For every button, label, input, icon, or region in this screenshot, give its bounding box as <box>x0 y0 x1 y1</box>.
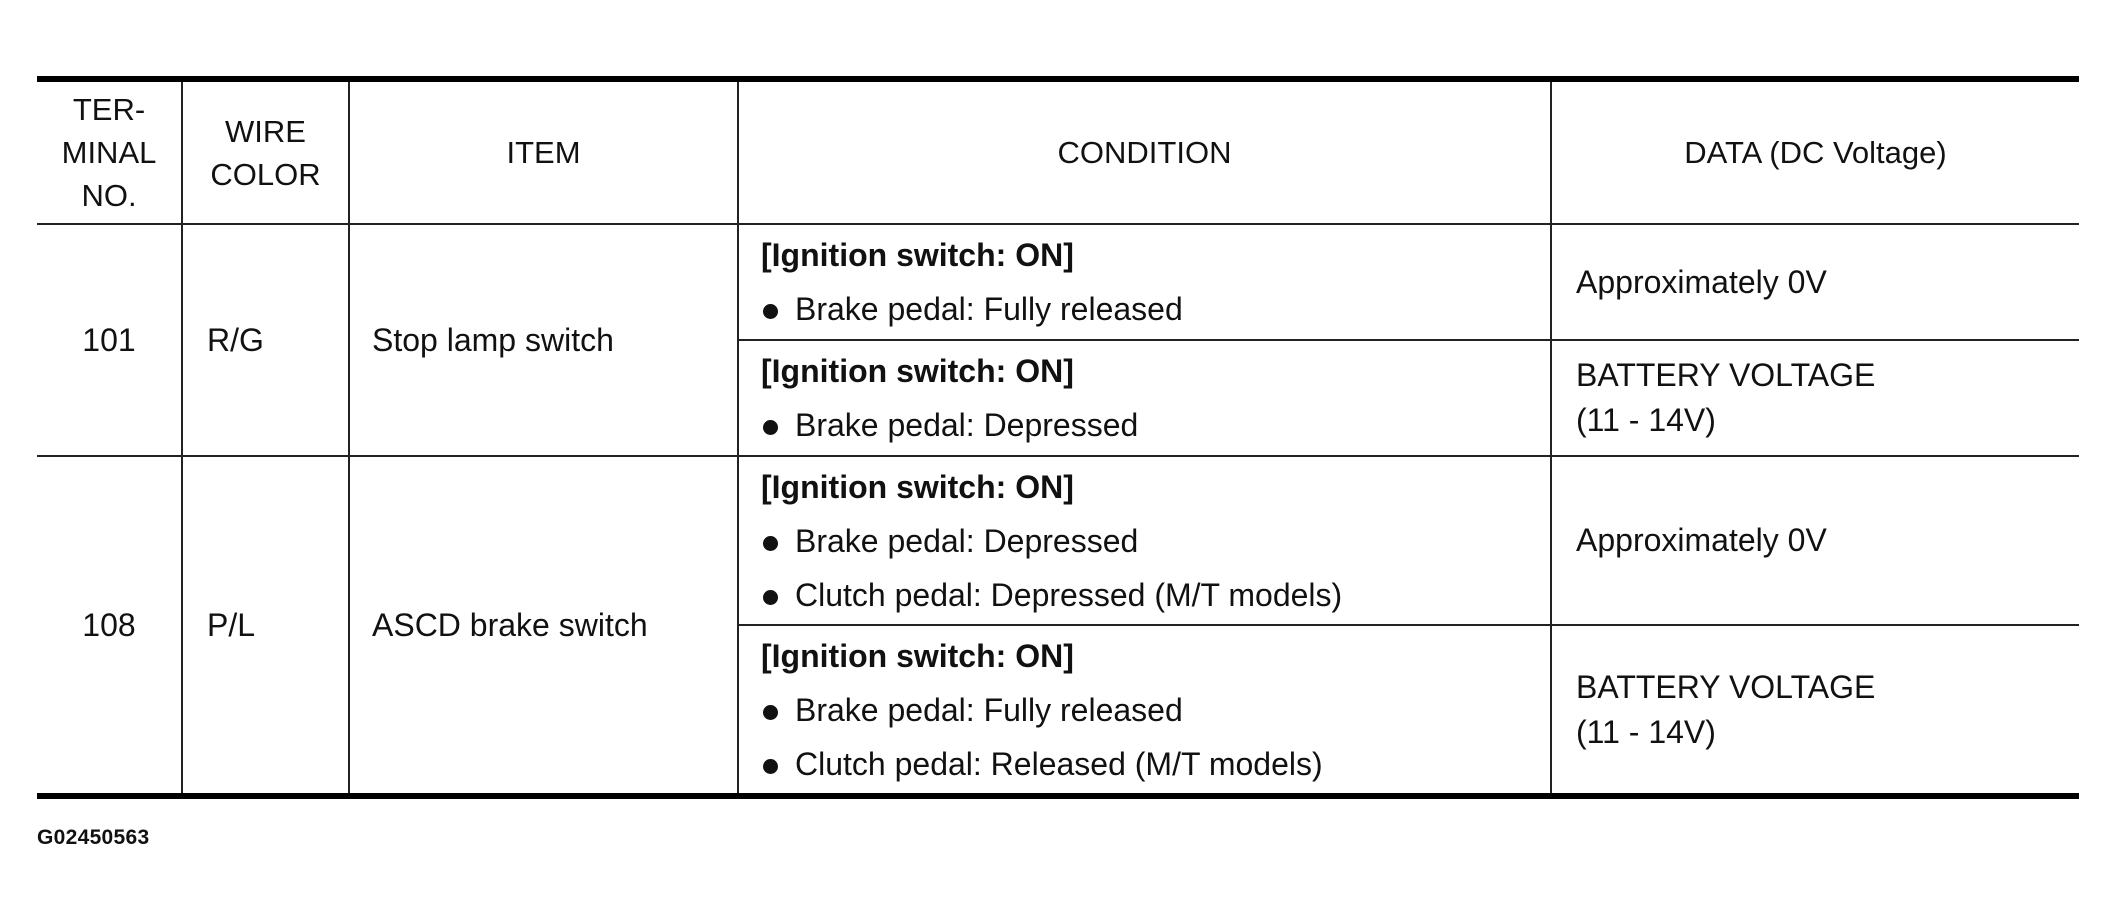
condition-bullet <box>761 398 1550 452</box>
header-terminal-no: TER- MINAL NO. <box>37 79 182 224</box>
condition-text: Brake pedal: Fully released <box>795 291 1183 327</box>
condition-cell <box>738 456 1551 625</box>
bullet-icon <box>763 536 778 551</box>
condition-bullet <box>761 282 1550 336</box>
bullet-icon <box>763 759 778 774</box>
condition-cell <box>738 625 1551 796</box>
condition-cell <box>738 224 1551 340</box>
condition-cell <box>738 340 1551 456</box>
table-row <box>37 224 2079 340</box>
header-data: DATA (DC Voltage) <box>1551 79 2079 224</box>
voltage-value: Approximately 0V <box>1551 456 2079 625</box>
condition-text: Clutch pedal: Depressed (M/T models) <box>795 576 1343 613</box>
header-row <box>37 79 2079 224</box>
condition-text: Clutch pedal: Released (M/T models) <box>795 745 1323 782</box>
header-item: ITEM <box>349 79 738 224</box>
terminal-data-table <box>37 76 2079 799</box>
condition-heading: [Ignition switch: ON] <box>761 637 1074 674</box>
bullet-icon <box>763 420 778 435</box>
condition-heading: [Ignition switch: ON] <box>761 237 1074 273</box>
terminal-number: 101 <box>37 224 182 456</box>
condition-text: Brake pedal: Depressed <box>795 407 1139 443</box>
condition-text: Brake pedal: Depressed <box>795 522 1139 559</box>
item-name: ASCD brake switch <box>349 456 738 796</box>
bullet-icon <box>763 304 778 319</box>
voltage-value: BATTERY VOLTAGE (11 - 14V) <box>1551 340 2079 456</box>
condition-bullet <box>761 514 1550 568</box>
condition-heading: [Ignition switch: ON] <box>761 353 1074 389</box>
bullet-icon <box>763 705 778 720</box>
voltage-value: BATTERY VOLTAGE (11 - 14V) <box>1551 625 2079 796</box>
terminal-number: 108 <box>37 456 182 796</box>
wire-color: R/G <box>182 224 349 456</box>
bullet-icon <box>763 590 778 605</box>
condition-bullet <box>761 568 1550 622</box>
wire-color: P/L <box>182 456 349 796</box>
voltage-value: Approximately 0V <box>1551 224 2079 340</box>
condition-bullet <box>761 683 1550 737</box>
table-row <box>37 456 2079 625</box>
condition-heading: [Ignition switch: ON] <box>761 468 1074 505</box>
figure-id: G02450563 <box>37 826 150 849</box>
item-name: Stop lamp switch <box>349 224 738 456</box>
header-condition: CONDITION <box>738 79 1551 224</box>
condition-bullet <box>761 737 1550 791</box>
header-wire-color: WIRE COLOR <box>182 79 349 224</box>
condition-text: Brake pedal: Fully released <box>795 691 1183 728</box>
